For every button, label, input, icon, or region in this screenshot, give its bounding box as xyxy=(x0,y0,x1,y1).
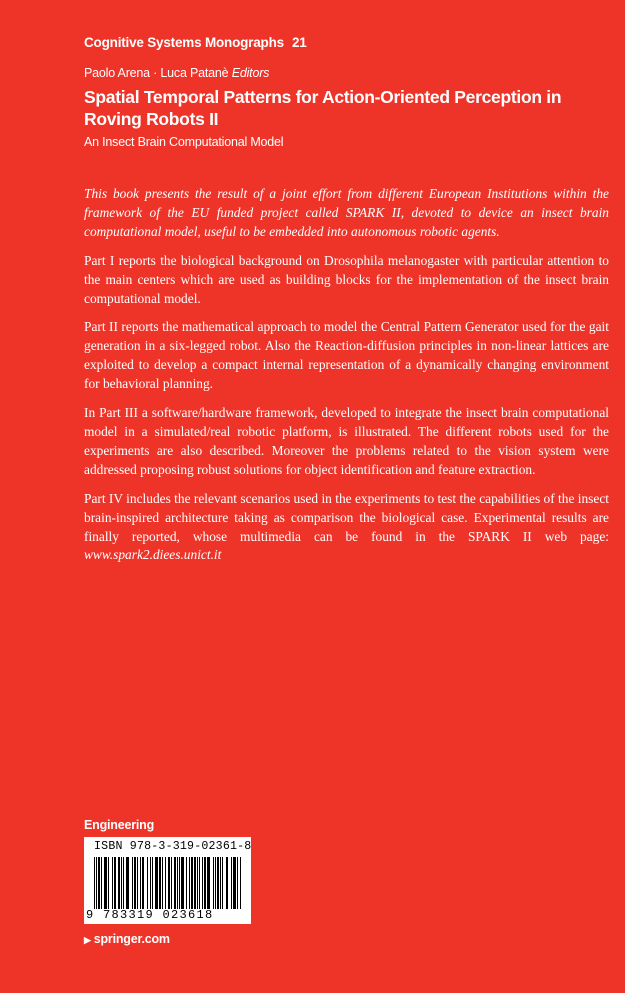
editors-role: Editors xyxy=(231,66,270,80)
editor-names: Paolo Arena · Luca Patanè xyxy=(84,66,229,80)
part4-paragraph xyxy=(84,490,609,566)
series-name: Cognitive Systems Monographs xyxy=(84,35,284,50)
barcode-bars xyxy=(94,857,244,909)
website-url: www.spark2.diees.unict.it xyxy=(84,547,222,563)
book-subtitle: An Insect Brain Computational Model xyxy=(84,135,284,149)
isbn-barcode xyxy=(84,837,251,924)
editors-line xyxy=(84,66,269,80)
publisher-link[interactable] xyxy=(84,932,170,946)
arrow-right-icon: ▶ xyxy=(84,935,91,945)
series-line xyxy=(84,35,307,50)
part1-paragraph: Part I reports the biological background on Drosophila melanogaster with particular attention to the main centers which are used as building blocks for the implementation of the insect brain computational model. xyxy=(84,252,609,306)
blurb xyxy=(84,185,609,575)
part3-paragraph: In Part III a software/hardware framework, developed to integrate the insect brain computational model in a simulated/real robotic platform, is illustrated. The different robots used for the experiments are also described. Moreover the problems related to the vision system were addressed proposing robust solutions for object identification and feature extraction. xyxy=(84,405,609,477)
isbn-text: ISBN 978-3-319-02361-8 xyxy=(94,840,252,853)
ean-digits: 9 783319 023618 xyxy=(86,908,214,922)
part4-text: Part IV includes the relevant scenarios used in the experiments to test the capabilities of the insect brain-inspired architecture taking as comparison the biological case. Experimental results are finally reported, whose multimedia can be found in the SPARK II web page: xyxy=(84,490,609,544)
part2-paragraph: Part II reports the mathematical approach to model the Central Pattern Generator used for the gait generation in a six-legged robot. Also the Reaction-diffusion principles in non-linear lattices are exploited to develop a compact internal representation of a dynamically changing environment for behavioral planning. xyxy=(84,319,609,392)
intro-paragraph: This book presents the result of a joint effort from different European Institutions within the framework of the EU funded project called SPARK II, devoted to device an insect brain computational model, useful to be embedded into autonomous robotic agents. xyxy=(84,186,609,239)
discipline-label: Engineering xyxy=(84,818,155,832)
series-number: 21 xyxy=(291,35,307,50)
book-title: Spatial Temporal Patterns for Action-Oriented Perception in Roving Robots II xyxy=(84,87,562,129)
publisher-link-text: springer.com xyxy=(93,932,170,946)
